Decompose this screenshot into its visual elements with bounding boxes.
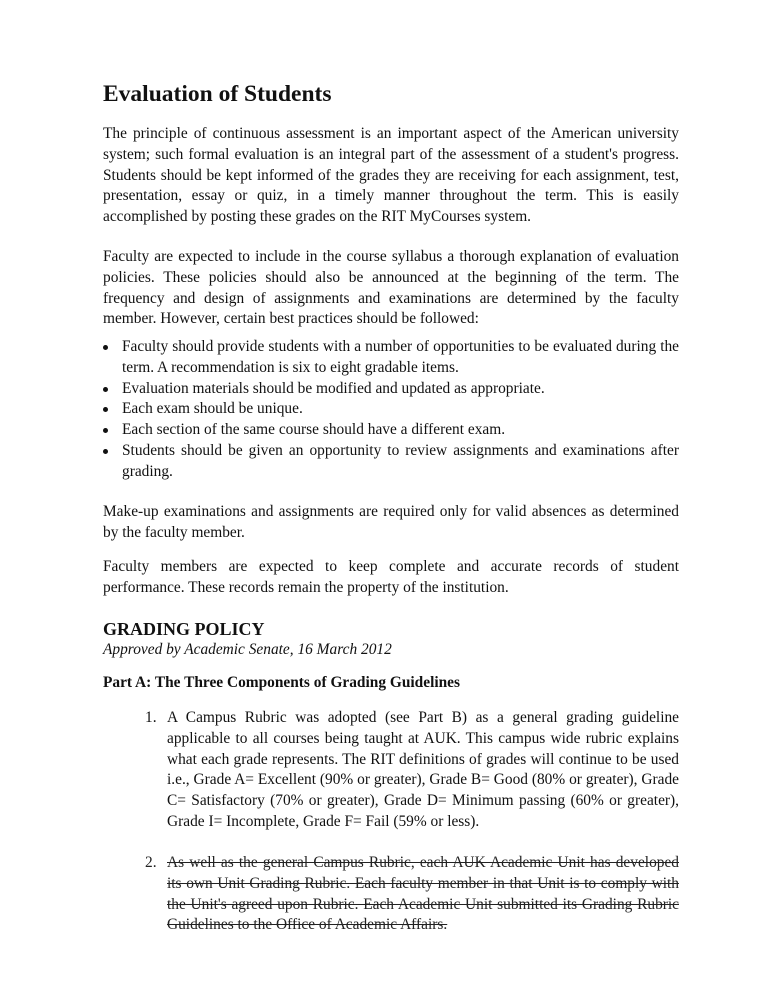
item-number: 1. [145,709,157,726]
grading-guidelines-item-2 [145,853,679,936]
bullet-icon [103,449,108,454]
list-item: Faculty should provide students with a number of opportunities to be evaluated during the term. A recommendation is six to eight gradable items. [103,337,679,379]
grading-policy-heading: GRADING POLICY [103,619,265,639]
list-item: Evaluation materials should be modified and updated as appropriate. [103,379,679,400]
bullet-icon [103,428,108,433]
list-item: Each section of the same course should have a different exam. [103,420,679,441]
bullet-icon [103,345,108,350]
item-number: 2. [145,854,157,871]
page-title: Evaluation of Students [103,81,332,107]
part-a-heading: Part A: The Three Components of Grading Guidelines [103,674,461,691]
syllabus-paragraph: Faculty are expected to include in the course syllabus a thorough explanation of evaluation policies. These policies should also be announced at the beginning of the term. The frequency and design of assignments and examinations are determined by the faculty member. However, certain best practices should be followed: [103,248,679,328]
best-practices-list [103,337,679,483]
bullet-icon [103,387,108,392]
makeup-paragraph: Make-up examinations and assignments are required only for valid absences as determined by the faculty member. [103,503,679,541]
list-item: Each exam should be unique. [103,399,679,420]
approval-note: Approved by Academic Senate, 16 March 2012 [103,641,392,658]
bullet-icon [103,407,108,412]
records-paragraph: Faculty members are expected to keep complete and accurate records of student performance. These records remain the property of the institution. [103,558,679,596]
item-text: A Campus Rubric was adopted (see Part B) as a general grading guideline applicable to all courses being taught at AUK. This campus wide rubric explains what each grade represents. The RIT definitions of grades will continue to be used i.e., Grade A= Excellent (90% or greater), Grade B= Good (80% or greater), Grade C= Satisfactory (70% or greater), Grade D= Minimum passing (60% or greater), Grade I= Incomplete, Grade F= Fail (59% or less). [167,709,679,830]
list-item [145,708,679,833]
grading-guidelines-item-1 [145,708,679,833]
list-item [145,853,679,936]
list-item: Students should be given an opportunity to review assignments and examinations after grading. [103,441,679,483]
intro-paragraph: The principle of continuous assessment is an important aspect of the American university system; such formal evaluation is an integral part of the assessment of a student's progress. Students should be kept informed of the grades they are receiving for each assignment, test, presentation, essay or quiz, in a timely manner throughout the term. This is easily accomplished by posting these grades on the RIT MyCourses system. [103,125,679,226]
item-text: As well as the general Campus Rubric, each AUK Academic Unit has developed its own Unit Grading Rubric. Each faculty member in that Unit is to comply with the Unit's agreed upon Rubric. Each Academic Unit submitted its Grading Rubric Guidelines to the Office of Academic Affairs. [167,854,679,934]
